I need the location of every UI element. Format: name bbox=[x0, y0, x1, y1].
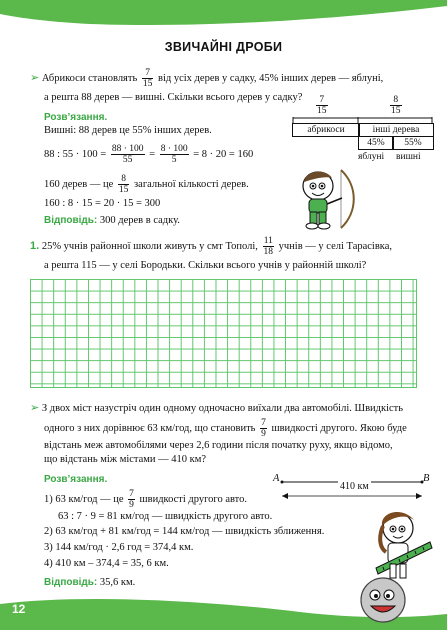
solution-step: 4) 410 км – 374,4 = 35, 6 км. bbox=[44, 558, 169, 569]
answer-grid[interactable] bbox=[30, 279, 417, 388]
example2-line1: ➢ З двох міст назустріч один одному одночасно виїхали два автомобілі. Швидкість bbox=[30, 401, 404, 414]
smiley-ball bbox=[357, 576, 409, 624]
segment-other: інші дерева bbox=[358, 123, 434, 137]
fraction: $\frac{7}{15}$ bbox=[317, 95, 327, 116]
fraction: $\frac{7}{9}$ bbox=[129, 489, 134, 510]
fraction: $\frac{8}{15}$ bbox=[118, 174, 129, 195]
distance-label: 410 км bbox=[340, 481, 369, 492]
example1-line2: а решта 88 дерев — вишні. Скільки всього дерев у садку? bbox=[44, 92, 303, 103]
solution-step: 3) 144 км/год · 2,6 год = 374,4 км. bbox=[44, 542, 194, 553]
fraction: $\frac{8}{15}$ bbox=[391, 95, 401, 116]
example2-line3: відстань меж автомобілями через 2,6 години після початку руху, якщо відомо, bbox=[44, 440, 393, 451]
solution-step: 160 : 8 · 15 = 20 · 15 = 300 bbox=[44, 198, 161, 209]
answer-line: Відповідь: 35,6 км. bbox=[44, 577, 136, 588]
solution-label: Розв’язання. bbox=[44, 112, 108, 123]
segment-55: 55% bbox=[392, 137, 434, 150]
fraction: $\frac{8 \cdot 100}{5}$ bbox=[160, 144, 188, 165]
solution-step: 1) 63 км/год — це $\frac{7}{9}$ швидкості другого авто. bbox=[44, 489, 248, 510]
fraction: $\frac{88 \cdot 100}{55}$ bbox=[111, 144, 144, 165]
solution-step: 63 : 7 · 9 = 81 км/год — швидкість другого авто. bbox=[58, 511, 273, 522]
fraction-diagram bbox=[292, 95, 434, 165]
header-wave bbox=[0, 0, 447, 36]
label-apples: яблуні bbox=[358, 152, 385, 162]
archer-illustration bbox=[296, 168, 362, 230]
solution-step: 160 дерев — це $\frac{8}{15}$ загальної кількості дерев. bbox=[44, 174, 249, 195]
page-number: 12 bbox=[12, 602, 26, 616]
solution-step: Вишні: 88 дерев це 55% інших дерев. bbox=[44, 125, 212, 136]
example1-line1: ➢ Абрикоси становлять $\frac{7}{15}$ від усіх дерев у садку, 45% інших дерев — яблуні, bbox=[30, 68, 384, 89]
task1-line2: а решта 115 — у селі Бородьки. Скільки всього учнів у районній школі? bbox=[44, 260, 367, 271]
fraction: $\frac{7}{15}$ bbox=[142, 68, 153, 89]
solution-label: Розв’язання. bbox=[44, 474, 108, 485]
task1-line1: 1. 25% учнів районної школи живуть у смт Тополі, $\frac{11}{18}$ учнів — у селі Тарасівка, bbox=[30, 236, 393, 257]
fraction: $\frac{11}{18}$ bbox=[263, 236, 274, 257]
arrow-icon: ➢ bbox=[30, 70, 40, 84]
fraction: $\frac{7}{9}$ bbox=[261, 418, 266, 439]
city-a-label: A bbox=[273, 473, 280, 484]
label-cherries: вишні bbox=[396, 152, 421, 162]
solution-step: 88 : 55 · 100 = $\frac{88 \cdot 100}{55}$ = $\frac{8 \cdot 100}{5}$ = 8 · 20 = 160 bbox=[44, 144, 254, 165]
solution-step: 2) 63 км/год + 81 км/год = 144 км/год — швидкість зближення. bbox=[44, 526, 325, 537]
answer-line: Відповідь: 300 дерев в садку. bbox=[44, 215, 180, 226]
segment-apricots: абрикоси bbox=[292, 123, 360, 137]
example2-line4: що відстань між містами — 410 км? bbox=[44, 454, 207, 465]
arrow-icon: ➢ bbox=[30, 401, 40, 414]
segment-45: 45% bbox=[358, 137, 394, 150]
example2-line2: одного з них дорівнює 63 км/год, що становить $\frac{7}{9}$ швидкості другого. Якою буде bbox=[44, 418, 407, 439]
task-number: 1. bbox=[30, 239, 40, 252]
page-title: ЗВИЧАЙНІ ДРОБИ bbox=[164, 40, 283, 54]
city-b-label: B bbox=[423, 473, 430, 484]
girl-illustration bbox=[372, 508, 434, 582]
